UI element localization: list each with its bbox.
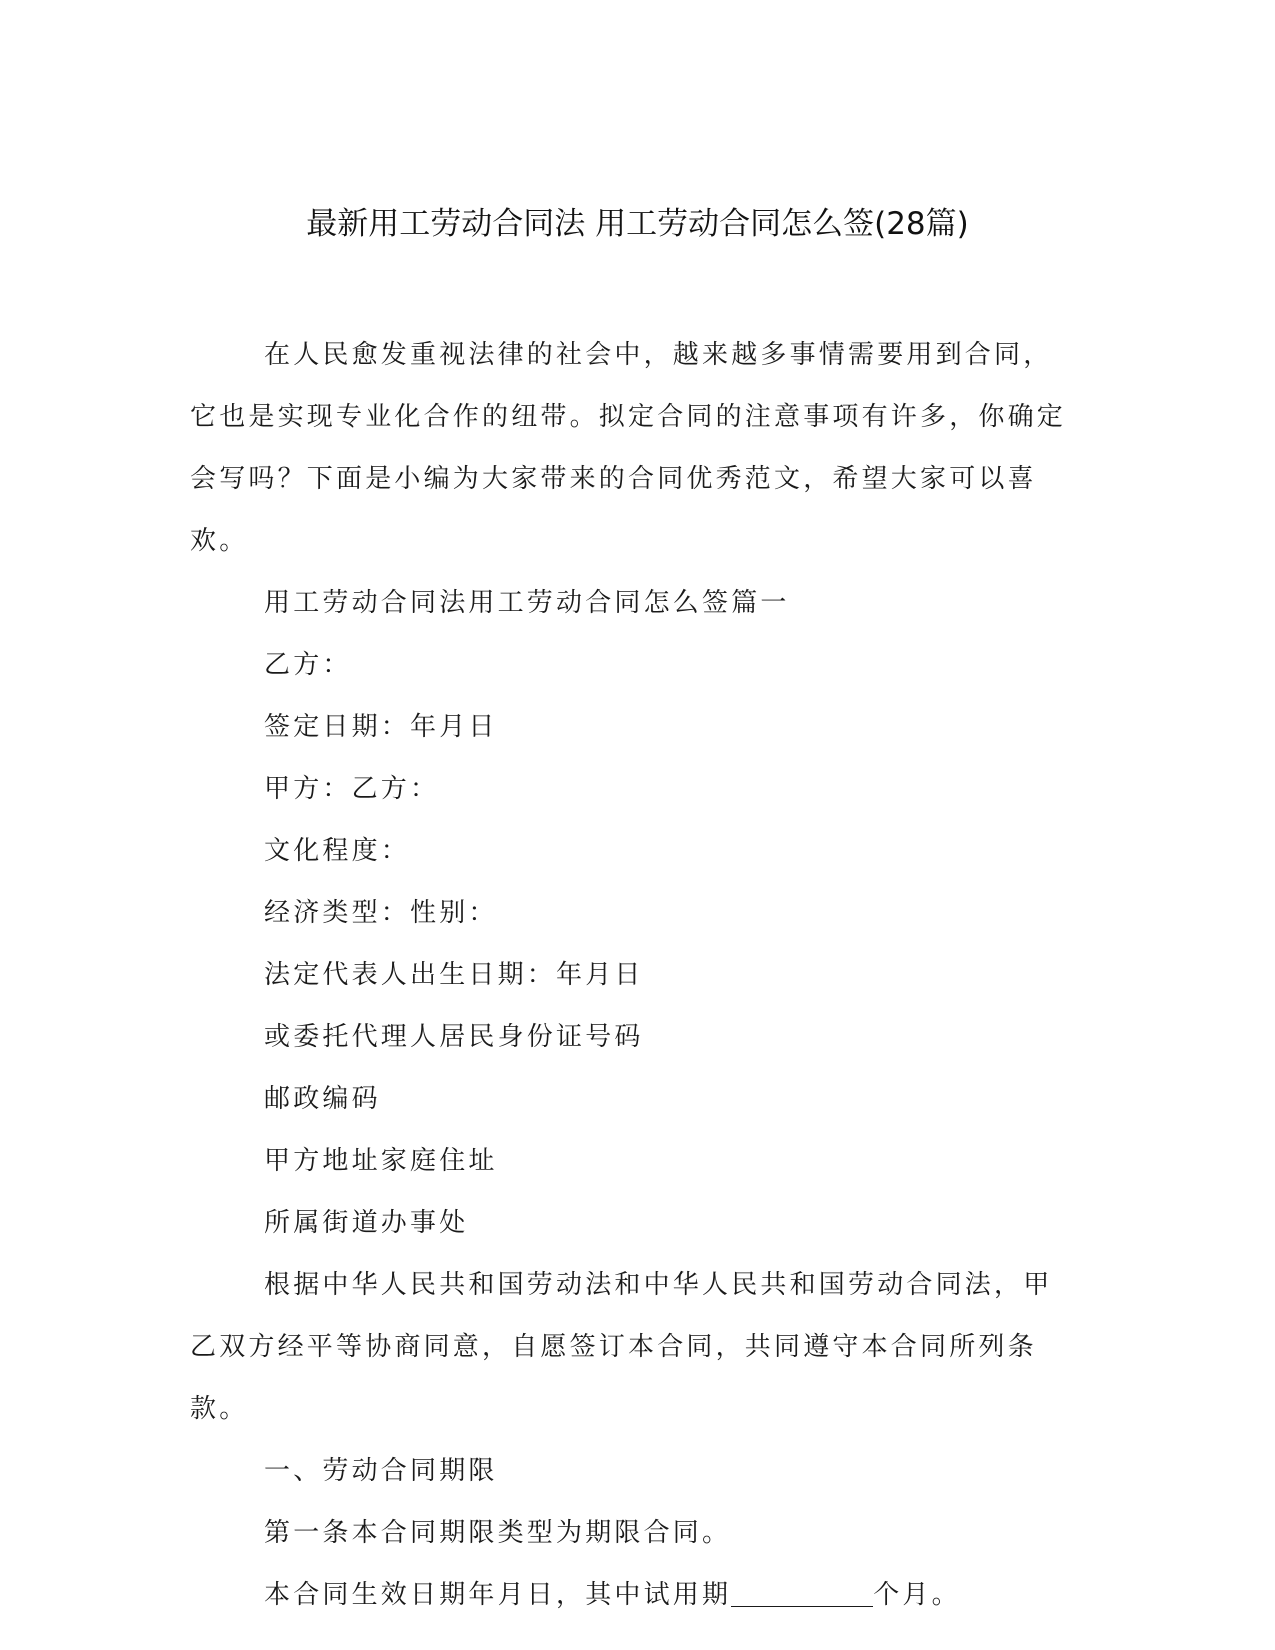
effective-date-text: 本合同生效日期年月日，其中试用期 <box>264 1580 732 1610</box>
legal-rep-line: 法定代表人出生日期：年月日 <box>264 960 644 990</box>
document-body <box>190 324 1070 1626</box>
parties-line: 甲方：乙方： <box>264 774 440 804</box>
address-line: 甲方地址家庭住址 <box>264 1146 498 1176</box>
effective-date-line <box>190 1564 1070 1626</box>
basis-paragraph: 根据中华人民共和国劳动法和中华人民共和国劳动合同法，甲乙双方经平等协商同意，自愿签订本合同，共同遵守本合同所列条款。 <box>190 1270 1053 1424</box>
education-line: 文化程度： <box>264 836 411 866</box>
economy-type-line: 经济类型：性别： <box>264 898 498 928</box>
party-b-line: 乙方： <box>264 650 352 680</box>
sign-date-line: 签定日期：年月日 <box>264 712 498 742</box>
section-heading: 用工劳动合同法用工劳动合同怎么签篇一 <box>264 588 790 618</box>
effective-date-suffix: 个月。 <box>873 1580 961 1610</box>
probation-blank <box>731 1580 873 1607</box>
subdistrict-line: 所属街道办事处 <box>264 1208 469 1238</box>
article-one: 第一条本合同期限类型为期限合同。 <box>264 1518 732 1548</box>
clause-heading: 一、劳动合同期限 <box>264 1456 498 1486</box>
agent-id-line: 或委托代理人居民身份证号码 <box>264 1022 644 1052</box>
postal-code-line: 邮政编码 <box>264 1084 381 1114</box>
document-title: 最新用工劳动合同法 用工劳动合同怎么签(28篇) <box>306 206 969 242</box>
intro-paragraph: 在人民愈发重视法律的社会中，越来越多事情需要用到合同，它也是实现专业化合作的纽带。拟定合同的注意事项有许多，你确定会写吗？下面是小编为大家带来的合同优秀范文，希望大家可以喜欢。 <box>190 340 1067 556</box>
